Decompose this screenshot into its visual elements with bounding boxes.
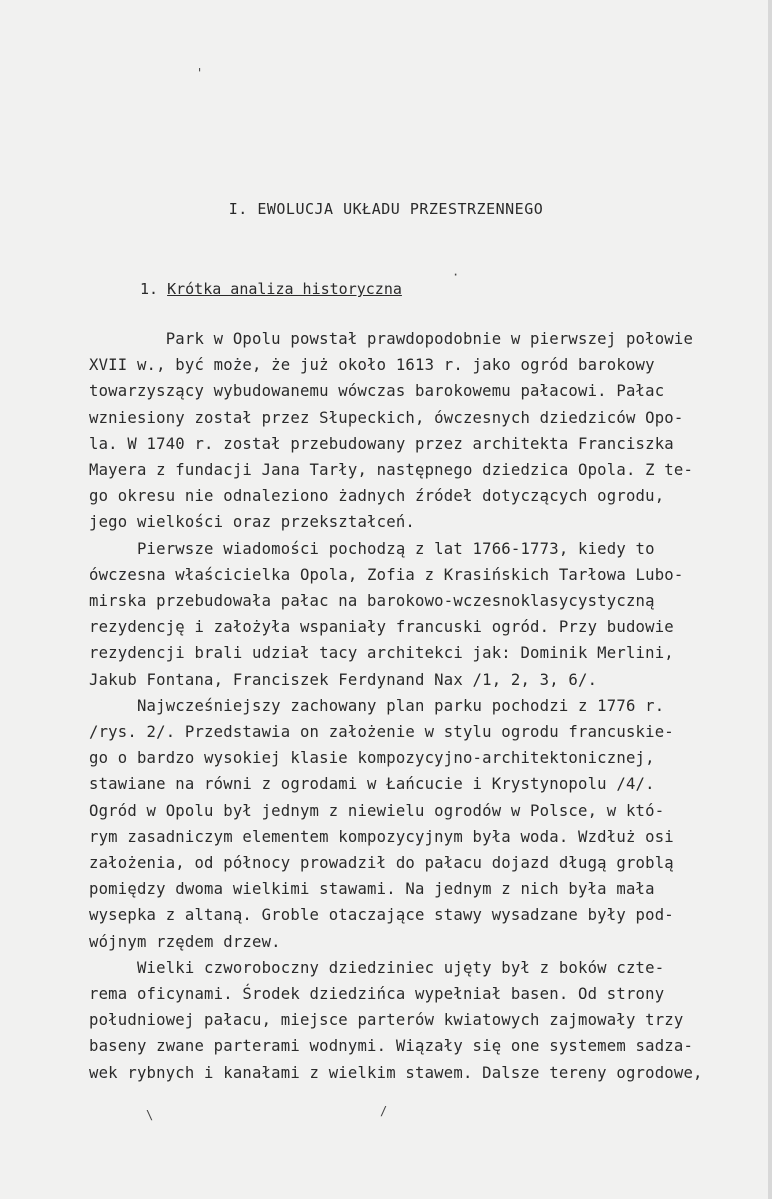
text-line: rezydencję i założyła wspaniały francuski ogród. Przy budowie [89, 618, 674, 637]
speck-mark: · [452, 268, 460, 282]
text-line: jego wielkości oraz przekształceń. [89, 513, 415, 532]
text-line: la. W 1740 r. został przebudowany przez architekta Franciszka [89, 434, 674, 453]
text-line: rezydencji brali udział tacy architekci jak: Dominik Merlini, [89, 644, 674, 663]
text-line: pomiędzy dwoma wielkimi stawami. Na jednym z nich była mała [89, 880, 655, 899]
text-line: stawiane na równi z ogrodami w Łańcucie i Krystynopolu /4/. [89, 775, 655, 794]
text-line: Najwcześniejszy zachowany plan parku pochodzi z 1776 r. [89, 696, 665, 715]
text-line: wek rybnych i kanałami z wielkim stawem. Dalsze tereny ogrodowe, [89, 1063, 703, 1082]
text-line: założenia, od północy prowadził do pałacu dojazd długą groblą [89, 854, 674, 872]
text-line: Pierwsze wiadomości pochodzą z lat 1766-1773, kiedy to [89, 539, 655, 558]
section-title: Krótka analiza historyczna [167, 280, 402, 298]
page-edge [768, 0, 772, 1199]
text-line: wójnym rzędem drzew. [89, 932, 281, 951]
text-line: Park w Opolu powstał prawdopodobnie w pierwszej połowie [89, 330, 694, 348]
speck-mark: \ [146, 1108, 154, 1122]
text-line: ówczesna właścicielka Opola, Zofia z Krasińskich Tarłowa Lubo- [89, 565, 684, 584]
text-line: go okresu nie odnaleziono żadnych źródeł dotyczących ogrodu, [89, 487, 665, 506]
text-line: wzniesiony został przez Słupeckich, ówczesnych dziedziców Opo- [89, 408, 684, 427]
text-line: baseny zwane parterami wodnymi. Wiązały się one systemem sadza- [89, 1037, 694, 1056]
section-number: 1. [140, 280, 159, 298]
text-line: rema oficynami. Środek dziedzińca wypełniał basen. Od strony [89, 985, 665, 1003]
text-line: go o bardzo wysokiej klasie kompozycyjno-architektonicznej, [89, 749, 655, 768]
text-line: wysepka z altaną. Groble otaczające stawy wysadzane były pod- [89, 906, 674, 925]
text-line: /rys. 2/. Przedstawia on założenie w stylu ogrodu francuskie- [89, 723, 674, 741]
speck-mark: ' [196, 66, 204, 80]
text-line: rym zasadniczym elementem kompozycyjnym była woda. Wzdłuż osi [89, 827, 674, 846]
section-heading [140, 280, 402, 298]
text-line: południowej pałacu, miejsce parterów kwiatowych zajmowały trzy [89, 1011, 684, 1030]
text-line: Wielki czworoboczny dziedziniec ujęty był z boków czte- [89, 958, 665, 977]
text-line: Mayera z fundacji Jana Tarły, następnego dziedzica Opola. Z te- [89, 461, 694, 479]
speck-mark: / [380, 1104, 388, 1118]
text-line: Jakub Fontana, Franciszek Ferdynand Nax /1, 2, 3, 6/. [89, 670, 598, 689]
text-line: mirska przebudowała pałac na barokowo-wczesnoklasycystyczną [89, 592, 655, 610]
text-line: XVII w., być może, że już około 1613 r. jako ogród barokowy [89, 356, 655, 375]
chapter-title: I. EWOLUCJA UKŁADU PRZESTRZENNEGO [228, 200, 544, 218]
text-line: Ogród w Opolu był jednym z niewielu ogrodów w Polsce, w któ- [89, 801, 665, 820]
text-line: towarzyszący wybudowanemu wówczas barokowemu pałacowi. Pałac [89, 382, 665, 401]
